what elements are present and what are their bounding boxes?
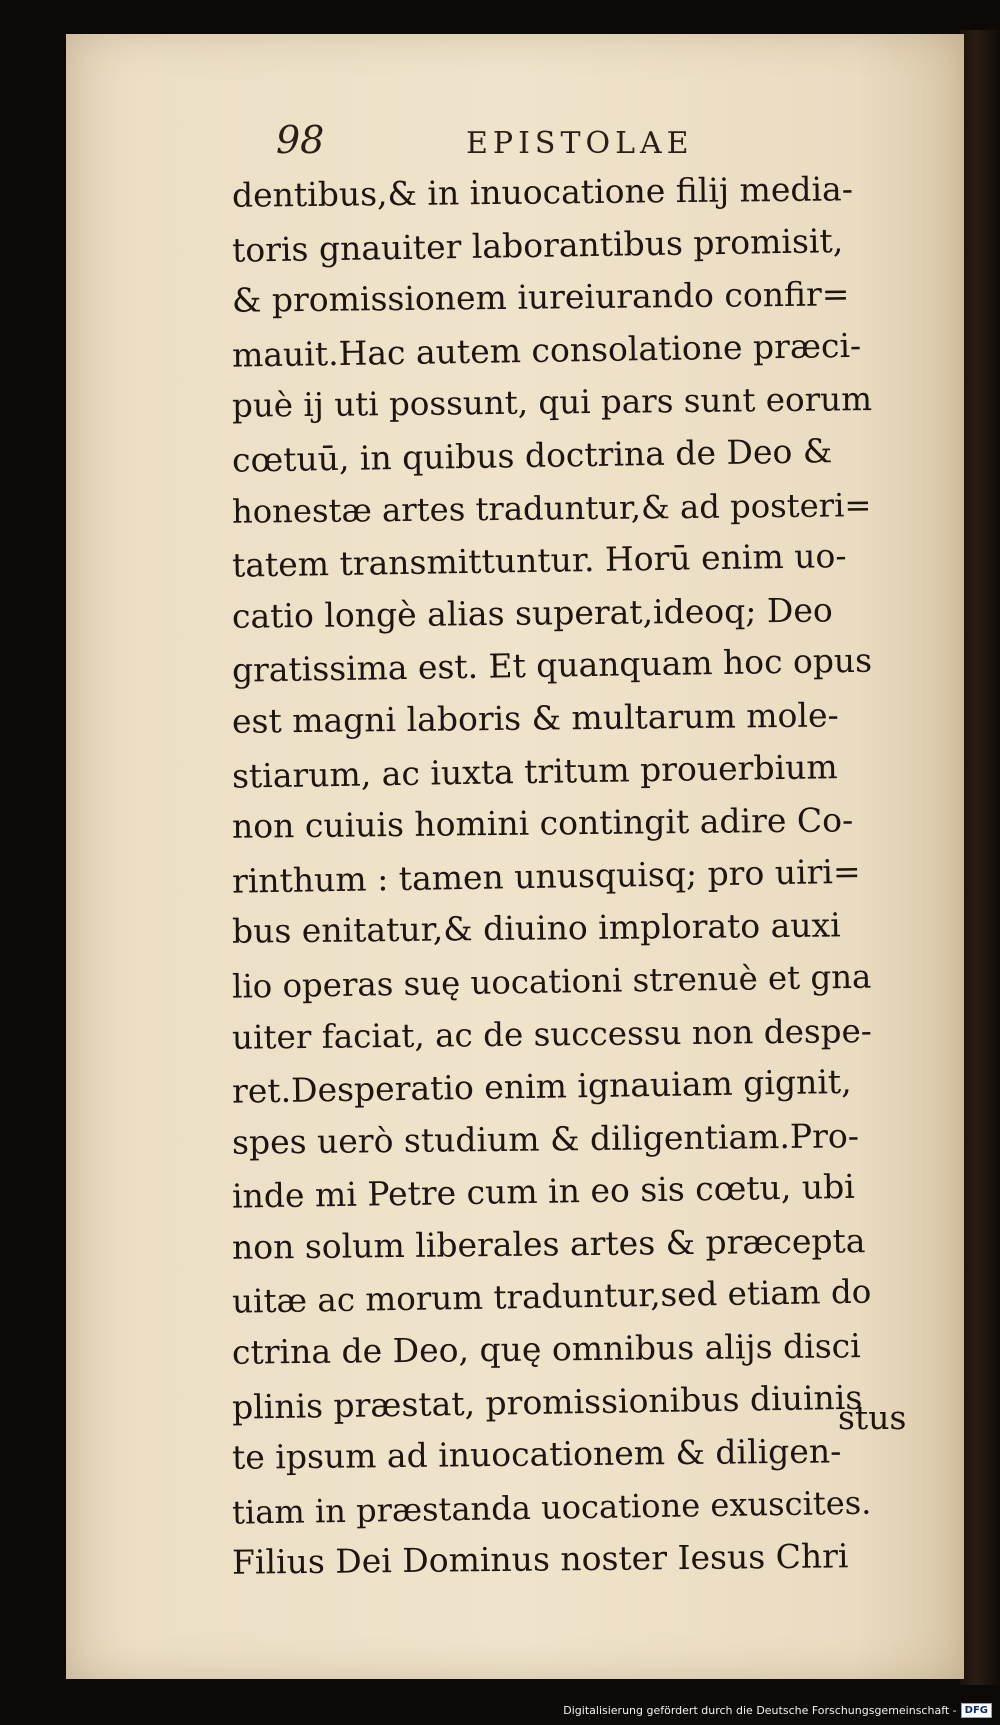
text-line: uiter faciat, ac de successu non despe- <box>231 1011 872 1057</box>
text-line: gratissima est. Et quanquam hoc opus <box>231 640 873 690</box>
text-line: puè ij uti possunt, qui pars sunt eorum <box>231 380 873 426</box>
dfg-logo: DFG <box>961 1703 992 1718</box>
funding-credit-text: Digitalisierung gefördert durch die Deutsche Forschungsgemeinschaft - <box>563 1703 957 1717</box>
text-line: bus enitatur,& diuino implorato auxi <box>231 905 841 952</box>
text-line: mauit.Hac autem consolatione præci- <box>231 325 862 375</box>
text-line: te ipsum ad inuocationem & diligen- <box>231 1431 842 1478</box>
text-line: inde mi Petre cum in eo sis cœtu, ubi <box>231 1167 856 1216</box>
text-line: lio operas suę uocationi strenuè et gna <box>231 957 872 1006</box>
text-line: honestæ artes traduntur,& ad posteri= <box>231 485 872 531</box>
text-line: Filius Dei Dominus noster Iesus Chri <box>231 1536 849 1583</box>
text-line: cœtuū, in quibus doctrina de Deo & <box>231 431 833 480</box>
text-line: ctrina de Deo, quę omnibus alijs disci <box>231 1326 861 1372</box>
text-line: toris gnauiter laborantibus promisit, <box>231 220 844 270</box>
book-edge <box>960 30 1000 1685</box>
page-number: 98 <box>276 118 325 162</box>
body-text <box>232 166 952 1586</box>
text-line: dentibus,& in inuocatione filij media- <box>231 169 854 215</box>
text-line: non cuiuis homini contingit adire Co- <box>231 800 854 846</box>
text-line: tiam in præstanda uocatione exuscites. <box>231 1483 872 1532</box>
text-line: uitæ ac morum traduntur,sed etiam do <box>231 1273 872 1322</box>
text-line: catio longè alias superat,ideoq; Deo <box>231 590 833 636</box>
running-title: EPISTOLAE <box>466 126 694 161</box>
text-line: spes uerò studium & diligentiam.Pro- <box>231 1115 860 1162</box>
text-line: stiarum, ac iuxta tritum prouerbium <box>231 746 838 796</box>
text-line: rinthum : tamen unusquisq; pro uiri= <box>231 851 861 901</box>
text-line: ret.Desperatio enim ignauiam gignit, <box>231 1062 852 1111</box>
text-line: plinis præstat, promissionibus diuinis <box>231 1377 863 1427</box>
text-line: tatem transmittuntur. Horū enim uo- <box>231 536 847 585</box>
catchword: stus <box>838 1398 907 1437</box>
footer-credit <box>563 1701 992 1719</box>
text-line: & promissionem iureiurando confir= <box>231 274 850 320</box>
text-line: est magni laboris & multarum mole- <box>231 695 839 741</box>
text-line: non solum liberales artes & præcepta <box>231 1221 866 1267</box>
